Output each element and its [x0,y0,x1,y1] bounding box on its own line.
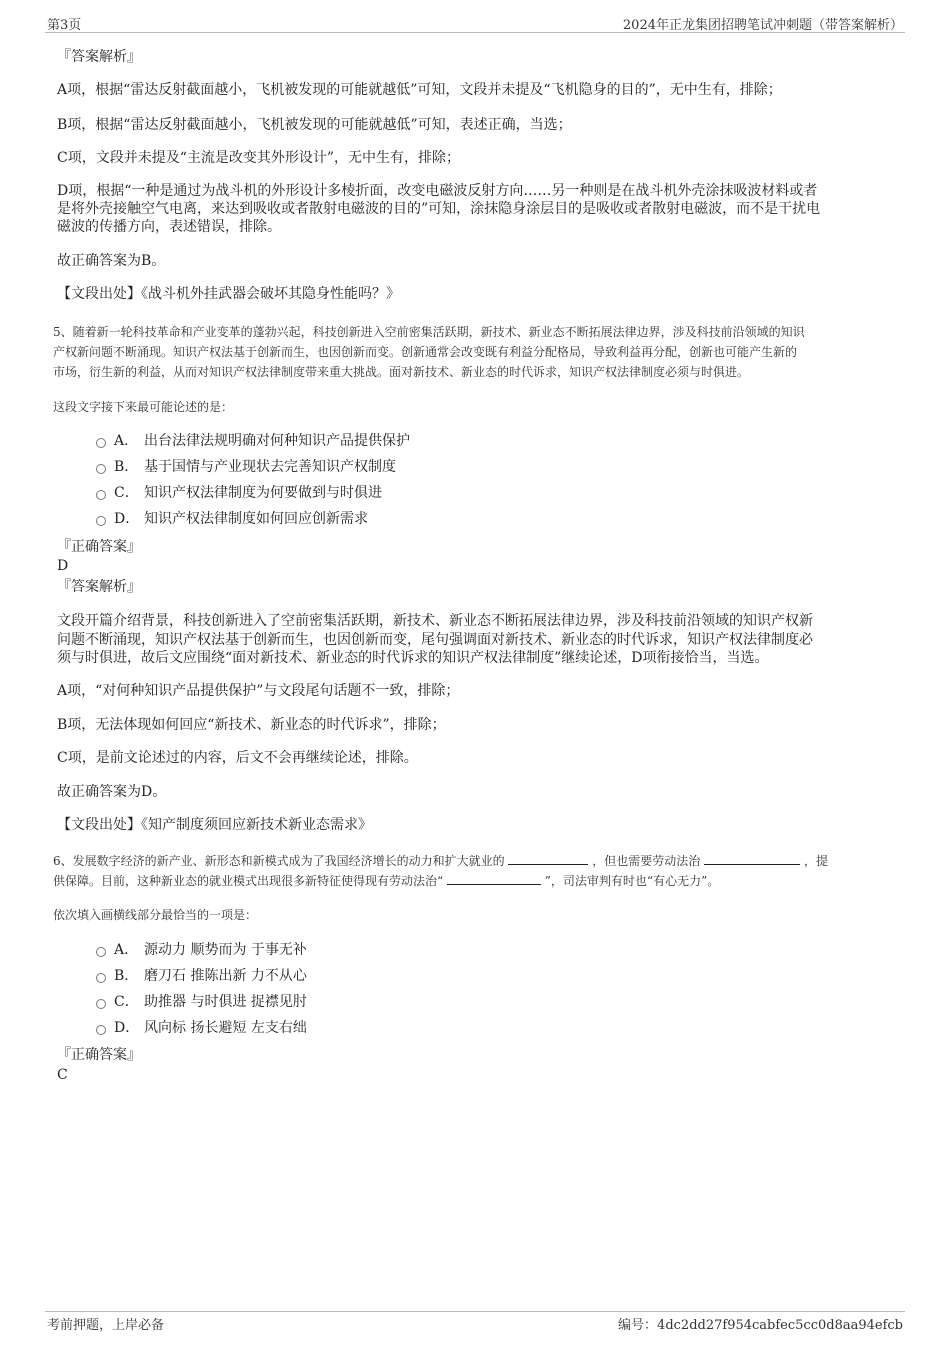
q6-correct-label: 『正确答案』 [57,1047,141,1063]
option-letter: D． [114,1020,140,1036]
fill-blank-1 [508,852,588,865]
q5-analysis-b: B项，无法体现如何回应“新技术、新业态的时代诉求”，排除； [57,717,446,733]
radio-icon[interactable] [96,1025,106,1035]
q4-analysis-a: A项，根据“雷达反射截面越小，飞机被发现的可能就越低”可知，文段并未提及“飞机隐身的目的”，无中生有，排除； [57,82,782,98]
q6-question: 依次填入画横线部分最恰当的一项是： [53,908,258,922]
option-letter: C． [114,485,139,501]
radio-icon[interactable] [96,947,106,957]
option-letter: B． [114,459,139,475]
option-text: 助推器 与时俱进 捉襟见肘 [144,994,307,1010]
q5-source: 【文段出处】《知产制度须回应新技术新业态需求》 [57,817,372,833]
q5-conclusion: 故正确答案为D。 [57,784,167,800]
option-text: 磨刀石 推陈出新 力不从心 [144,968,307,984]
q6-option-c[interactable] [96,993,307,1011]
q4-analysis-b: B项，根据“雷达反射截面越小，飞机被发现的可能就越低”可知，表述正确，当选； [57,117,572,133]
q5-correct-answer: D [57,558,69,574]
footer-serial: 编号：4dc2dd27f954cabfec5cc0d8aa94efcb [618,1318,903,1333]
q6-stem-line2 [53,872,895,891]
q6-option-a[interactable] [96,941,307,959]
q4-conclusion: 故正确答案为B。 [57,253,166,269]
q4-analysis-d-line3: 磁波的传播方向，表述错误，排除。 [57,219,281,235]
option-text: 知识产权法律制度如何回应创新需求 [144,511,368,527]
fill-blank-2 [704,852,800,865]
footer-divider [45,1311,905,1312]
q5-analysis-a: A项，“对何种知识产品提供保护”与文段尾句话题不一致，排除； [57,683,460,699]
q6-stem-text: ，但也需要劳动法治 [592,854,701,868]
option-text: 基于国情与产业现状去完善知识产权制度 [144,459,396,475]
q4-analysis-d-line1: D项，根据“一种是通过为战斗机的外形设计多棱折面，改变电磁波反射方向……另一种则是在战斗机外壳涂抹吸波材料或者 [57,183,818,199]
q5-option-b[interactable] [96,458,396,476]
q6-stem-text: 6、发展数字经济的新产业、新形态和新模式成为了我国经济增长的动力和扩大就业的 [53,854,505,868]
q4-analysis-c: C项，文段并未提及“主流是改变其外形设计”，无中生有，排除； [57,150,461,166]
radio-icon[interactable] [96,490,106,500]
q5-stem-line3: 市场，衍生新的利益，从而对知识产权法律制度带来重大挑战。面对新技术、新业态的时代诉求，知识产权法律制度必须与时俱进。 [53,365,750,379]
fill-blank-3 [447,872,541,885]
document-title: 2024年正龙集团招聘笔试冲刺题（带答案解析） [622,18,903,33]
q5-stem-line2: 产权新问题不断涌现。知识产权法基于创新而生，也因创新而变。创新通常会改变既有利益分配格局，导致利益再分配，创新也可能产生新的 [53,345,798,359]
page-number: 第3页 [47,18,82,33]
q5-option-d[interactable] [96,510,368,528]
q5-correct-label: 『正确答案』 [57,539,141,555]
q6-stem-text: ”，司法审判有时也“有心无力”。 [544,874,720,888]
radio-icon[interactable] [96,438,106,448]
radio-icon[interactable] [96,516,106,526]
option-text: 知识产权法律制度为何要做到与时俱进 [144,485,382,501]
footer-slogan: 考前押题，上岸必备 [47,1318,165,1333]
q5-analysis-c: C项，是前文论述过的内容，后文不会再继续论述，排除。 [57,750,418,766]
option-letter: A． [114,433,139,449]
q6-stem-line1 [53,852,895,871]
q4-analysis-label: 『答案解析』 [57,49,141,65]
option-text: 出台法律法规明确对何种知识产品提供保护 [144,433,410,449]
q6-stem-text: ，提 [803,854,828,868]
option-text: 源动力 顺势而为 于事无补 [144,942,307,958]
option-letter: D． [114,511,140,527]
q5-stem-line1: 5、随着新一轮科技革命和产业变革的蓬勃兴起，科技创新进入空前密集活跃期，新技术、新业态不断拓展法律边界，涉及科技前沿领域的知识 [53,325,805,339]
option-letter: B． [114,968,139,984]
q5-analysis-line1: 文段开篇介绍背景，科技创新进入了空前密集活跃期，新技术、新业态不断拓展法律边界，涉及科技前沿领域的知识产权新 [57,613,813,629]
q4-source: 【文段出处】《战斗机外挂武器会破坏其隐身性能吗？》 [57,286,400,302]
q5-option-c[interactable] [96,484,382,502]
q5-analysis-line2: 问题不断涌现，知识产权法基于创新而生，也因创新而变，尾句强调面对新技术、新业态的时代诉求，知识产权法律制度必 [57,632,813,648]
q6-correct-answer: C [57,1067,68,1083]
radio-icon[interactable] [96,973,106,983]
radio-icon[interactable] [96,464,106,474]
q5-option-a[interactable] [96,432,410,450]
q5-analysis-label: 『答案解析』 [57,579,141,595]
q5-question: 这段文字接下来最可能论述的是： [53,400,234,414]
q5-analysis-line3: 须与时俱进，故后文应围绕“面对新技术、新业态的时代诉求的知识产权法律制度”继续论述，D项衔接恰当，当选。 [57,650,769,666]
option-letter: C． [114,994,139,1010]
q6-option-b[interactable] [96,967,307,985]
option-text: 风向标 扬长避短 左支右绌 [144,1020,307,1036]
q4-analysis-d-line2: 是将外壳接触空气电离，来达到吸收或者散射电磁波的目的”可知，涂抹隐身涂层目的是吸收或者散射电磁波，而不是干扰电 [57,201,821,217]
radio-icon[interactable] [96,999,106,1009]
q6-option-d[interactable] [96,1019,307,1037]
q6-stem-text: 供保障。目前，这种新业态的就业模式出现很多新特征使得现有劳动法治“ [53,874,444,888]
header-divider [45,32,905,33]
option-letter: A． [114,942,139,958]
